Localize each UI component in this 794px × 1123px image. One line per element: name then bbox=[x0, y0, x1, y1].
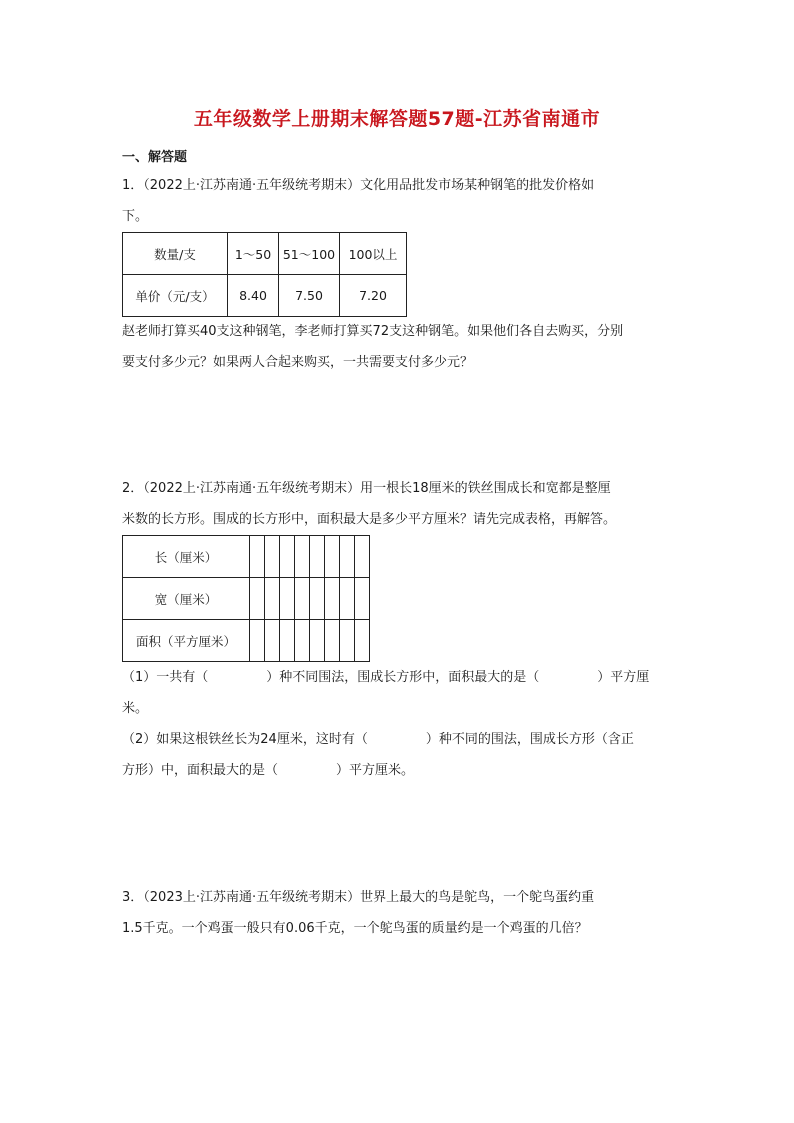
table-row bbox=[123, 536, 370, 578]
empty-cell[interactable] bbox=[250, 536, 265, 578]
q1-line-4: 要支付多少元？如果两人合起来购买，一共需要支付多少元？ bbox=[122, 355, 474, 370]
q2-line-2: 米数的长方形。围成的长方形中，面积最大是多少平方厘米？请先完成表格，再解答。 bbox=[122, 512, 617, 527]
empty-cell[interactable] bbox=[355, 578, 370, 620]
q1-line-1: 1．（2022上·江苏南通·五年级统考期末）文化用品批发市场某种钢笔的批发价格如 bbox=[122, 178, 595, 193]
empty-cell[interactable] bbox=[325, 536, 340, 578]
empty-cell[interactable] bbox=[355, 620, 370, 662]
empty-cell[interactable] bbox=[310, 620, 325, 662]
q2-sub1-part-a: （1）一共有（ bbox=[122, 670, 209, 685]
empty-cell[interactable] bbox=[265, 578, 280, 620]
table-cell: 51～100 bbox=[279, 233, 340, 275]
question-2-text bbox=[122, 473, 682, 535]
q2-sub2-part-b: ）种不同的围法，围成长方形（含正 bbox=[425, 732, 634, 747]
empty-cell[interactable] bbox=[250, 620, 265, 662]
table-cell: 长（厘米） bbox=[123, 536, 250, 578]
empty-cell[interactable] bbox=[280, 578, 295, 620]
question-3-text bbox=[122, 882, 682, 944]
table-cell: 数量/支 bbox=[123, 233, 228, 275]
table-cell: 7.20 bbox=[340, 275, 407, 317]
q3-line-2: 1.5千克。一个鸡蛋一般只有0.06千克，一个鸵鸟蛋的质量约是一个鸡蛋的几倍？ bbox=[122, 921, 588, 936]
empty-cell[interactable] bbox=[340, 536, 355, 578]
empty-cell[interactable] bbox=[295, 620, 310, 662]
empty-cell[interactable] bbox=[250, 578, 265, 620]
table-row bbox=[123, 275, 407, 317]
q2-sub1-line-2: 米。 bbox=[122, 701, 149, 716]
empty-cell[interactable] bbox=[325, 620, 340, 662]
table-row bbox=[123, 620, 370, 662]
empty-cell[interactable] bbox=[325, 578, 340, 620]
rectangle-table bbox=[122, 535, 370, 662]
q1-line-3: 赵老师打算买40支这种钢笔，李老师打算买72支这种钢笔。如果他们各自去购买，分别 bbox=[122, 324, 624, 339]
table-cell: 8.40 bbox=[228, 275, 279, 317]
empty-cell[interactable] bbox=[310, 536, 325, 578]
table-row bbox=[123, 578, 370, 620]
q2-sub2-line-1 bbox=[122, 724, 682, 755]
page-title: 五年级数学上册期末解答题57题-江苏省南通市 bbox=[193, 108, 601, 130]
q3-line-1: 3．（2023上·江苏南通·五年级统考期末）世界上最大的鸟是鸵鸟，一个鸵鸟蛋约重 bbox=[122, 890, 595, 905]
q2-sub1-part-c: ）平方厘 bbox=[597, 670, 650, 685]
empty-cell[interactable] bbox=[340, 620, 355, 662]
q2-sub2-part-d: ）平方厘米。 bbox=[336, 763, 415, 778]
table-row bbox=[123, 233, 407, 275]
table-cell: 1～50 bbox=[228, 233, 279, 275]
q2-sub2-part-a: （2）如果这根铁丝长为24厘米，这时有（ bbox=[122, 732, 368, 747]
empty-cell[interactable] bbox=[340, 578, 355, 620]
table-cell: 宽（厘米） bbox=[123, 578, 250, 620]
empty-cell[interactable] bbox=[295, 536, 310, 578]
table-cell: 100以上 bbox=[340, 233, 407, 275]
question-2-subquestions bbox=[122, 662, 682, 786]
q2-sub1-part-b: ）种不同围法，围成长方形中，面积最大的是（ bbox=[266, 670, 540, 685]
empty-cell[interactable] bbox=[265, 620, 280, 662]
q2-line-1: 2．（2022上·江苏南通·五年级统考期末）用一根长18厘米的铁丝围成长和宽都是整厘 bbox=[122, 481, 611, 496]
empty-cell[interactable] bbox=[280, 536, 295, 578]
table-cell: 7.50 bbox=[279, 275, 340, 317]
q2-sub1-line-1 bbox=[122, 662, 682, 693]
table-cell: 单价（元/支） bbox=[123, 275, 228, 317]
section-heading: 一、解答题 bbox=[122, 150, 188, 165]
empty-cell[interactable] bbox=[265, 536, 280, 578]
empty-cell[interactable] bbox=[280, 620, 295, 662]
q2-sub2-line-2 bbox=[122, 755, 682, 786]
question-1-body bbox=[122, 316, 682, 378]
price-table bbox=[122, 232, 407, 317]
table-cell: 面积（平方厘米） bbox=[123, 620, 250, 662]
q1-line-2: 下。 bbox=[122, 209, 149, 224]
empty-cell[interactable] bbox=[295, 578, 310, 620]
empty-cell[interactable] bbox=[310, 578, 325, 620]
q2-sub2-part-c: 方形）中，面积最大的是（ bbox=[122, 763, 279, 778]
empty-cell[interactable] bbox=[355, 536, 370, 578]
question-1-text bbox=[122, 170, 682, 232]
